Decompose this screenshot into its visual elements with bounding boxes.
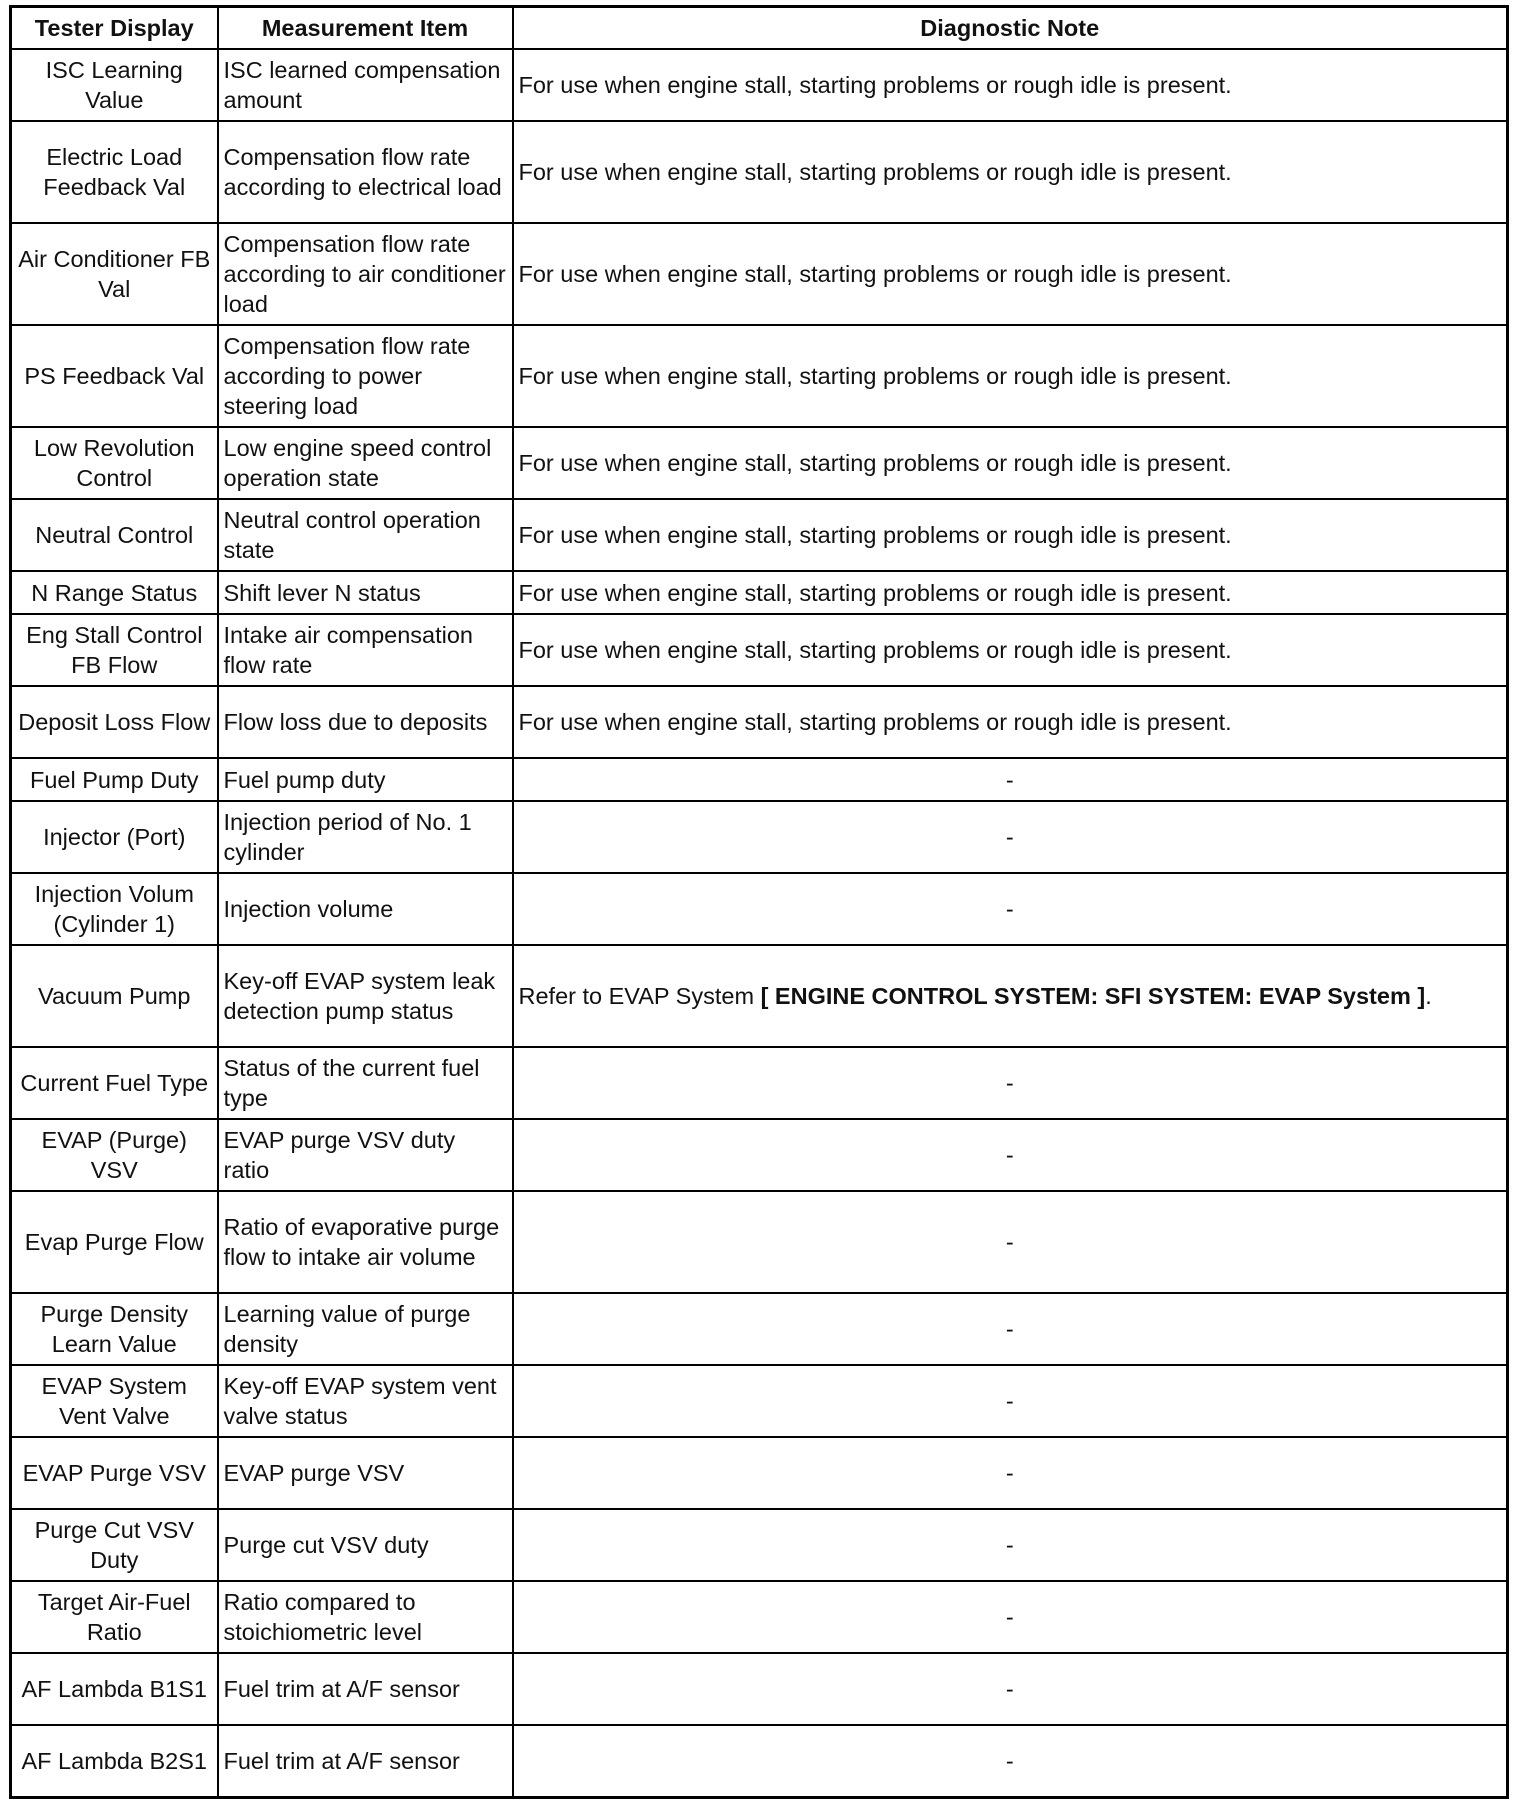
diagnostic-note-cell: - xyxy=(513,1437,1508,1509)
measurement-item-cell: Compensation flow rate according to air conditioner load xyxy=(218,223,513,325)
measurement-item-cell: EVAP purge VSV duty ratio xyxy=(218,1119,513,1191)
measurement-item-cell: Learning value of purge density xyxy=(218,1293,513,1365)
diagnostic-note-cell: - xyxy=(513,1725,1508,1797)
tester-display-cell: Target Air-Fuel Ratio xyxy=(11,1581,218,1653)
tester-display-cell: N Range Status xyxy=(11,571,218,614)
table-row xyxy=(11,614,1508,686)
measurement-item-cell: Flow loss due to deposits xyxy=(218,686,513,758)
tester-display-cell: Deposit Loss Flow xyxy=(11,686,218,758)
tester-display-cell: Injector (Port) xyxy=(11,801,218,873)
measurement-item-cell: Key-off EVAP system leak detection pump status xyxy=(218,945,513,1047)
table-row xyxy=(11,1509,1508,1581)
measurement-item-cell: Ratio of evaporative purge flow to intake air volume xyxy=(218,1191,513,1293)
table-header-row xyxy=(11,7,1508,50)
table-row xyxy=(11,571,1508,614)
diagnostic-note-cell: - xyxy=(513,1365,1508,1437)
measurement-item-cell: Intake air compensation flow rate xyxy=(218,614,513,686)
table-row xyxy=(11,325,1508,427)
diagnostic-note-cell: - xyxy=(513,801,1508,873)
table-row xyxy=(11,49,1508,121)
table-row xyxy=(11,121,1508,223)
diagnostic-note-cell: For use when engine stall, starting problems or rough idle is present. xyxy=(513,121,1508,223)
table-row xyxy=(11,1365,1508,1437)
table-row xyxy=(11,873,1508,945)
table-row xyxy=(11,1119,1508,1191)
table-row xyxy=(11,945,1508,1047)
measurement-item-cell: Status of the current fuel type xyxy=(218,1047,513,1119)
measurement-item-cell: Low engine speed control operation state xyxy=(218,427,513,499)
table-row xyxy=(11,1653,1508,1725)
header-tester-display: Tester Display xyxy=(11,7,218,50)
table-row xyxy=(11,427,1508,499)
tester-display-cell: PS Feedback Val xyxy=(11,325,218,427)
diagnostic-note-cell: - xyxy=(513,1509,1508,1581)
tester-display-cell: Fuel Pump Duty xyxy=(11,758,218,801)
tester-display-cell: ISC Learning Value xyxy=(11,49,218,121)
table-row xyxy=(11,801,1508,873)
diagnostic-note-cell: For use when engine stall, starting problems or rough idle is present. xyxy=(513,49,1508,121)
diagnostic-note-cell: For use when engine stall, starting problems or rough idle is present. xyxy=(513,427,1508,499)
measurement-item-cell: EVAP purge VSV xyxy=(218,1437,513,1509)
table-row xyxy=(11,223,1508,325)
diagnostic-note-cell: For use when engine stall, starting problems or rough idle is present. xyxy=(513,325,1508,427)
table-row xyxy=(11,1293,1508,1365)
diagnostic-note-cell xyxy=(513,945,1508,1047)
measurement-item-cell: Injection volume xyxy=(218,873,513,945)
table-row xyxy=(11,499,1508,571)
measurement-item-cell: Key-off EVAP system vent valve status xyxy=(218,1365,513,1437)
diagnostic-table-container xyxy=(9,5,1509,1799)
measurement-item-cell: Compensation flow rate according to power steering load xyxy=(218,325,513,427)
tester-display-cell: Low Revolution Control xyxy=(11,427,218,499)
table-row xyxy=(11,1725,1508,1797)
tester-display-cell: Purge Cut VSV Duty xyxy=(11,1509,218,1581)
diagnostic-note-cell: For use when engine stall, starting problems or rough idle is present. xyxy=(513,614,1508,686)
diagnostic-note-cell: For use when engine stall, starting problems or rough idle is present. xyxy=(513,499,1508,571)
table-row xyxy=(11,1191,1508,1293)
tester-display-cell: Current Fuel Type xyxy=(11,1047,218,1119)
table-row xyxy=(11,686,1508,758)
diagnostic-note-cell: For use when engine stall, starting problems or rough idle is present. xyxy=(513,686,1508,758)
measurement-item-cell: Shift lever N status xyxy=(218,571,513,614)
tester-display-cell: Purge Density Learn Value xyxy=(11,1293,218,1365)
tester-display-cell: Air Conditioner FB Val xyxy=(11,223,218,325)
diagnostic-note-cell: - xyxy=(513,1119,1508,1191)
tester-display-cell: AF Lambda B1S1 xyxy=(11,1653,218,1725)
table-row xyxy=(11,1437,1508,1509)
measurement-item-cell: ISC learned compensation amount xyxy=(218,49,513,121)
tester-display-cell: AF Lambda B2S1 xyxy=(11,1725,218,1797)
diagnostic-note-cell: - xyxy=(513,873,1508,945)
tester-display-cell: EVAP System Vent Valve xyxy=(11,1365,218,1437)
tester-display-cell: EVAP Purge VSV xyxy=(11,1437,218,1509)
measurement-item-cell: Fuel trim at A/F sensor xyxy=(218,1653,513,1725)
tester-display-cell: Neutral Control xyxy=(11,499,218,571)
diagnostic-note-cell: - xyxy=(513,1653,1508,1725)
note-text: Refer to EVAP System xyxy=(518,983,761,1009)
cross-reference-link[interactable]: [ ENGINE CONTROL SYSTEM: SFI SYSTEM: EVAP System ] xyxy=(760,983,1426,1009)
table-row xyxy=(11,758,1508,801)
tester-display-cell: Injection Volum (Cylinder 1) xyxy=(11,873,218,945)
note-end: . xyxy=(1425,983,1432,1009)
diagnostic-note-cell: - xyxy=(513,1581,1508,1653)
measurement-item-cell: Fuel trim at A/F sensor xyxy=(218,1725,513,1797)
diagnostic-note-cell: For use when engine stall, starting problems or rough idle is present. xyxy=(513,571,1508,614)
measurement-item-cell: Purge cut VSV duty xyxy=(218,1509,513,1581)
table-row xyxy=(11,1047,1508,1119)
measurement-item-cell: Compensation flow rate according to electrical load xyxy=(218,121,513,223)
diagnostic-note-cell: For use when engine stall, starting problems or rough idle is present. xyxy=(513,223,1508,325)
measurement-item-cell: Fuel pump duty xyxy=(218,758,513,801)
tester-display-cell: Electric Load Feedback Val xyxy=(11,121,218,223)
header-diagnostic-note: Diagnostic Note xyxy=(513,7,1508,50)
tester-display-cell: Eng Stall Control FB Flow xyxy=(11,614,218,686)
diagnostic-note-cell: - xyxy=(513,758,1508,801)
header-measurement-item: Measurement Item xyxy=(218,7,513,50)
table-row xyxy=(11,1581,1508,1653)
tester-display-cell: Evap Purge Flow xyxy=(11,1191,218,1293)
tester-display-cell: Vacuum Pump xyxy=(11,945,218,1047)
diagnostic-note-cell: - xyxy=(513,1191,1508,1293)
diagnostic-note-cell: - xyxy=(513,1047,1508,1119)
diagnostic-note-cell: - xyxy=(513,1293,1508,1365)
measurement-item-cell: Neutral control operation state xyxy=(218,499,513,571)
diagnostic-data-table xyxy=(9,5,1509,1799)
measurement-item-cell: Ratio compared to stoichiometric level xyxy=(218,1581,513,1653)
tester-display-cell: EVAP (Purge) VSV xyxy=(11,1119,218,1191)
measurement-item-cell: Injection period of No. 1 cylinder xyxy=(218,801,513,873)
